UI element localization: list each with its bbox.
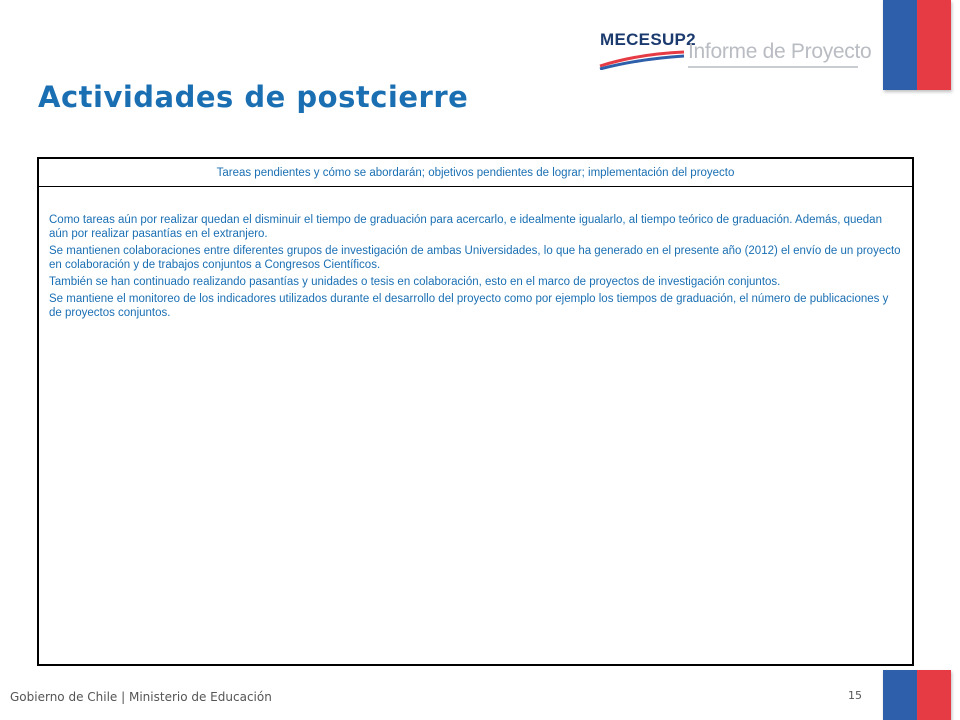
paragraph-collaborations: Se mantienen colaboraciones entre diferentes grupos de investigación de ambas Universidades, lo que ha generado en el presente año (2012) el envío de un proyecto en colaboración y de trabajos conjuntos a Congresos Científicos. xyxy=(49,245,901,271)
footer-ministry: Gobierno de Chile | Ministerio de Educación xyxy=(10,690,272,704)
chile-flag-bottom xyxy=(883,670,951,720)
logo-brand: MECESUP2 xyxy=(600,30,696,49)
chile-flag-top xyxy=(883,0,951,90)
paragraph-pending-tasks: Como tareas aún por realizar quedan el disminuir el tiempo de graduación para acercarlo, e idealmente igualarlo, al tiempo teórico de graduación. Además, quedan aún por realizar pasantías en el extranjero. xyxy=(49,214,882,240)
logo-underline xyxy=(688,66,858,68)
table-body xyxy=(39,187,912,320)
logo-subtitle: Informe de Proyecto xyxy=(688,40,872,63)
flag-red-stripe xyxy=(917,670,951,720)
paragraph-monitoring: Se mantiene el monitoreo de los indicadores utilizados durante el desarrollo del proyecto como por ejemplo los tiempos de graduación, el número de publicaciones y de proyectos conjuntos. xyxy=(49,293,889,319)
content-table xyxy=(37,157,914,666)
paragraph-internships: También se han continuado realizando pasantías y unidades o tesis en colaboración, esto en el marco de proyectos de investigación conjuntos. xyxy=(49,276,781,288)
logo-swoosh-icon xyxy=(598,50,688,70)
flag-blue-stripe xyxy=(883,670,917,720)
table-header: Tareas pendientes y cómo se abordarán; objetivos pendientes de lograr; implementación del proyecto xyxy=(39,159,912,187)
mecesup-logo xyxy=(598,26,872,76)
page-title: Actividades de postcierre xyxy=(38,80,469,114)
flag-red-stripe xyxy=(917,0,951,90)
flag-blue-stripe xyxy=(883,0,917,90)
page-number: 15 xyxy=(848,689,862,702)
